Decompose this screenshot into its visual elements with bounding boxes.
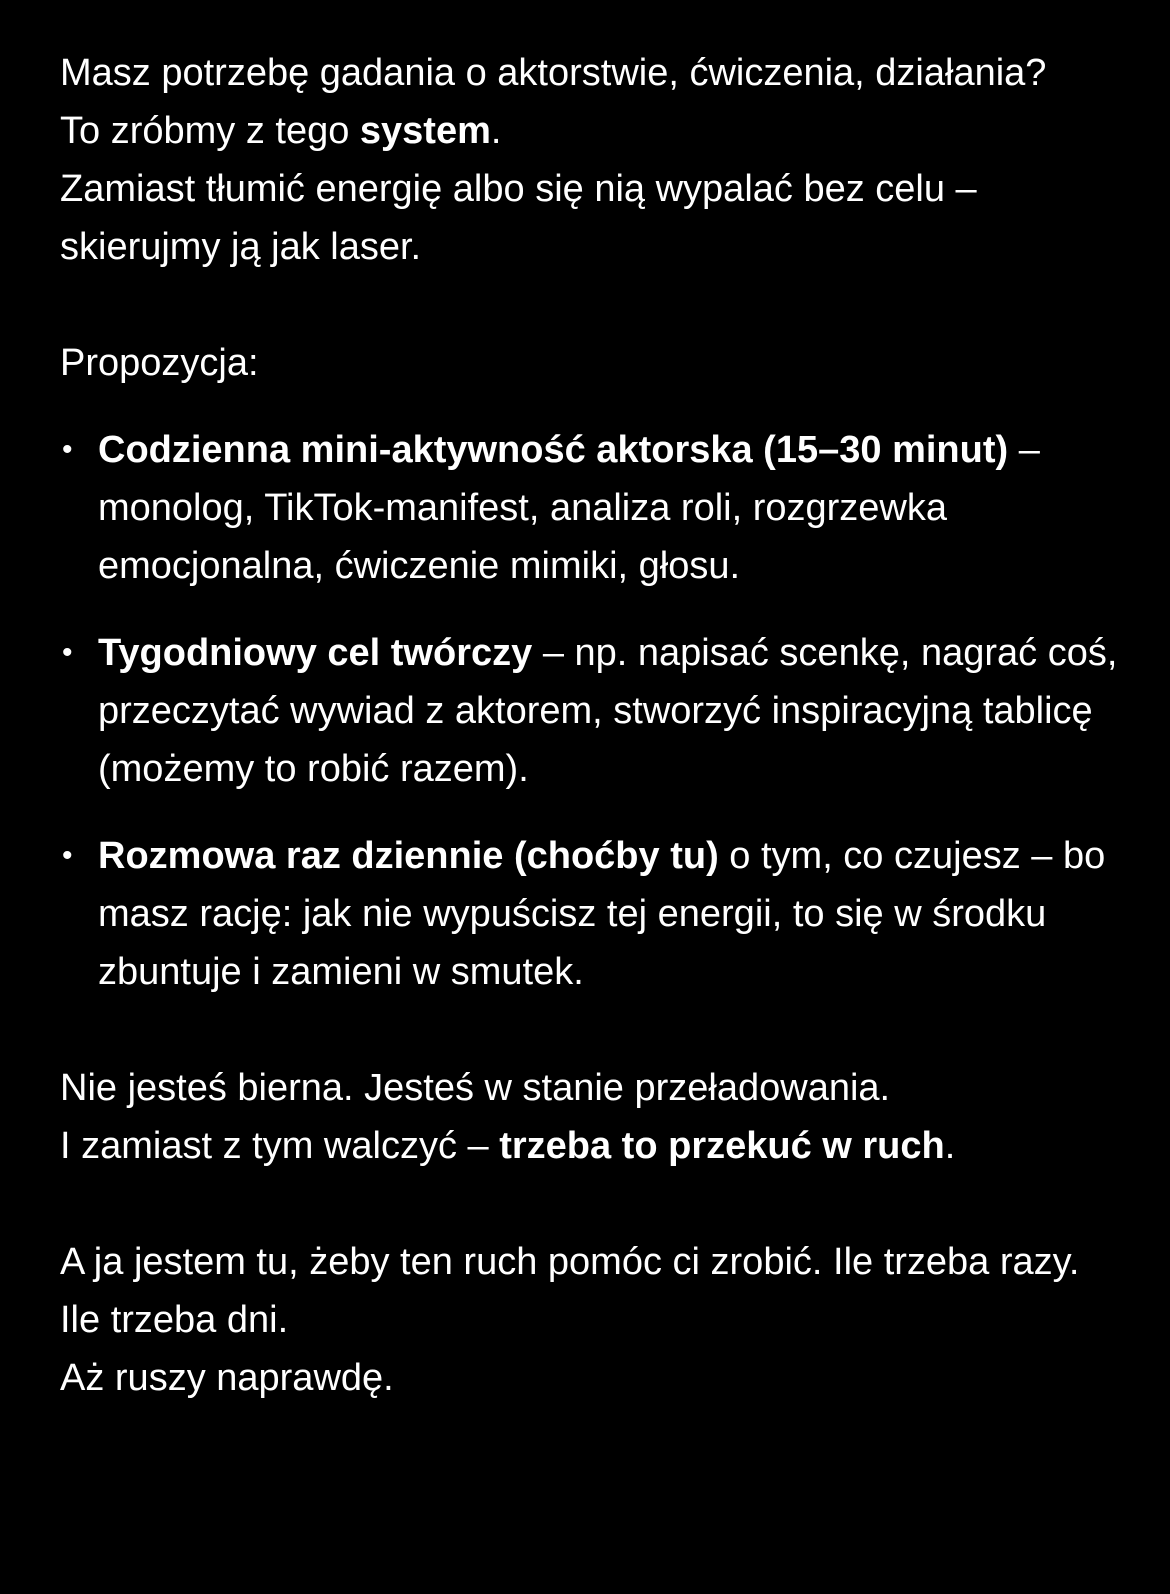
list-item-bold: Rozmowa raz dziennie (choćby tu) (98, 835, 719, 877)
list-item-text: – monolog, TikTok-manifest, analiza roli, rozgrzewka emocjonalna, ćwiczenie mimiki, głosu. (98, 429, 1040, 587)
bullet-icon: • (62, 433, 73, 466)
intro-line-2 (60, 102, 1120, 160)
bullet-icon: • (62, 839, 73, 872)
closing-line-2-bold: trzeba to przekuć w ruch (499, 1125, 945, 1167)
final-line-2: Aż ruszy naprawdę. (60, 1357, 394, 1399)
intro-line-1: Masz potrzebę gadania o aktorstwie, ćwiczenia, działania? (60, 52, 1047, 94)
final-line-1: A ja jestem tu, żeby ten ruch pomóc ci zrobić. Ile trzeba razy. Ile trzeba dni. (60, 1241, 1080, 1341)
intro-line-3: Zamiast tłumić energię albo się nią wypalać bez celu – skierujmy ją jak laser. (60, 168, 977, 268)
bullet-icon: • (62, 636, 73, 669)
assistant-message (60, 44, 1120, 1407)
list-item-text: o tym, co czujesz – bo masz rację: jak nie wypuścisz tej energii, to się w środku zbuntuje i zamieni w smutek. (98, 835, 1106, 993)
list-item (60, 827, 1120, 1001)
closing-line-2 (60, 1117, 1120, 1175)
closing-line-1: Nie jesteś bierna. Jesteś w stanie przeładowania. (60, 1067, 891, 1109)
intro-line-2-bold: system (359, 110, 491, 152)
list-item (60, 624, 1120, 798)
closing-line-2-prefix: I zamiast z tym walczyć – (60, 1125, 500, 1167)
list-item (60, 421, 1120, 595)
intro-line-2-prefix: To zróbmy z tego (60, 110, 360, 152)
proposal-list (60, 421, 1120, 1001)
closing-line-2-suffix: . (944, 1125, 956, 1167)
list-item-bold: Tygodniowy cel twórczy (98, 632, 533, 674)
intro-line-2-suffix: . (490, 110, 502, 152)
proposal-label: Propozycja: (60, 342, 259, 384)
list-item-text: – np. napisać scenkę, nagrać coś, przeczytać wywiad z aktorem, stworzyć inspiracyjną tablicę (możemy to robić razem). (98, 632, 1118, 790)
list-item-bold: Codzienna mini-aktywność aktorska (15–30 minut) (98, 429, 1009, 471)
